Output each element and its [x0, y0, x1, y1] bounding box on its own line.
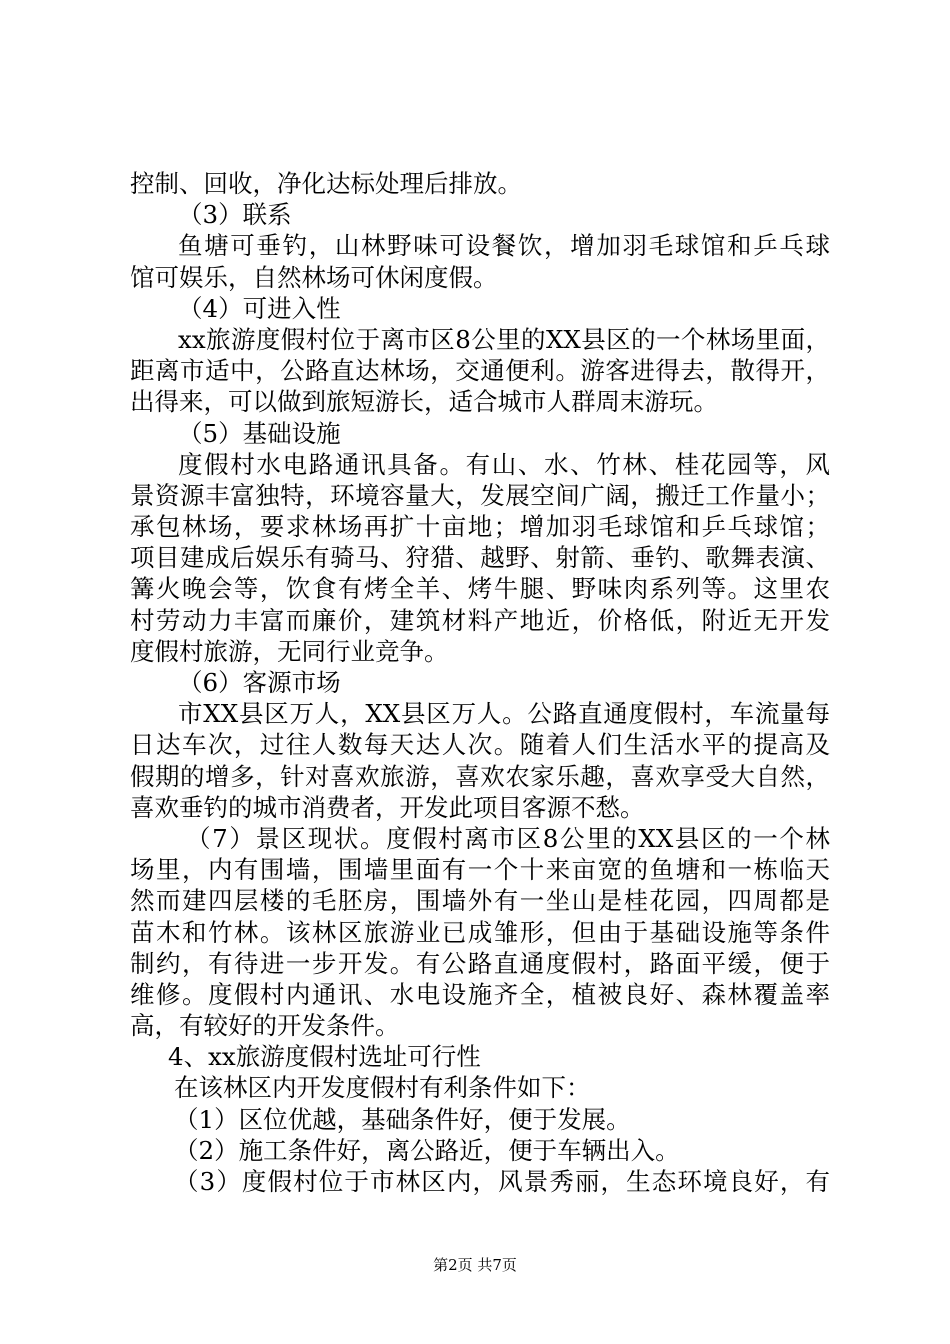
text-line: 市XX县区万人，XX县区万人。公路直通度假村，车流量每 — [178, 699, 830, 729]
text-line: 篝火晚会等，饮食有烤全羊、烤牛腿、野味肉系列等。这里农 — [130, 574, 830, 604]
text-line: 度假村水电路通讯具备。有山、水、竹林、桂花园等，风 — [178, 449, 830, 479]
text-line: 场里，内有围墙，围墙里面有一个十来亩宽的鱼塘和一栋临天 — [130, 855, 830, 885]
text-line: 假期的增多，针对喜欢旅游，喜欢农家乐趣，喜欢享受大自然， — [130, 761, 830, 791]
section-heading: （6）客源市场 — [178, 668, 341, 697]
section-heading: （5）基础设施 — [178, 418, 341, 448]
text-line: 景资源丰富独特，环境容量大，发展空间广阔，搬迁工作量小； — [130, 480, 830, 510]
text-line: 村劳动力丰富而廉价，建筑材料产地近，价格低，附近无开发 — [130, 605, 830, 635]
text-line: 项目建成后娱乐有骑马、狩猎、越野、射箭、垂钓、歌舞表演、 — [130, 543, 830, 573]
page-number: 第2页 共7页 — [433, 1256, 517, 1274]
text-line: 承包林场，要求林场再扩十亩地；增加羽毛球馆和乒乓球馆； — [130, 512, 830, 542]
text-line: 出得来，可以做到旅短游长，适合城市人群周末游玩。 — [130, 387, 718, 417]
list-item: （1）区位优越，基础条件好，便于发展。 — [174, 1104, 631, 1134]
text-line: xx旅游度假村位于离市区8公里的XX县区的一个林场里面， — [178, 324, 830, 354]
section-heading: （3）联系 — [178, 200, 292, 230]
text-line: 然而建四层楼的毛胚房，围墙外有一坐山是桂花园，四周都是 — [130, 886, 830, 916]
text-line: 日达车次，过往人数每天达人次。随着人们生活水平的提高及 — [130, 730, 830, 760]
list-item: （3）度假村位于市林区内，风景秀丽，生态环境良好，有 — [174, 1167, 830, 1196]
list-item: （2）施工条件好，离公路近，便于车辆出入。 — [174, 1135, 680, 1165]
text-line: 维修。度假村内通讯、水电设施齐全，植被良好、森林覆盖率 — [130, 979, 830, 1009]
text-line: 制约，有待进一步开发。有公路直通度假村，路面平缓，便于 — [130, 948, 830, 978]
text-line: 控制、回收，净化达标处理后排放。 — [130, 169, 522, 198]
document-body — [130, 168, 830, 1197]
text-line: （7）景区现状。度假村离市区8公里的XX县区的一个林 — [186, 823, 830, 853]
text-line: 距离市适中，公路直达林场，交通便利。游客进得去，散得开， — [130, 356, 830, 386]
text-line: 苗木和竹林。该林区旅游业已成雏形，但由于基础设施等条件 — [130, 917, 830, 947]
text-line: 鱼塘可垂钓，山林野味可设餐饮，增加羽毛球馆和乒乓球 — [178, 231, 830, 261]
section-heading: （4）可进入性 — [178, 293, 341, 323]
section-heading: 4、xx旅游度假村选址可行性 — [168, 1042, 481, 1072]
text-line: 高，有较好的开发条件。 — [130, 1011, 400, 1041]
text-line: 喜欢垂钓的城市消费者，开发此项目客源不愁。 — [130, 792, 645, 822]
text-line: 在该林区内开发度假村有利条件如下： — [174, 1073, 591, 1103]
text-line: 馆可娱乐，自然林场可休闲度假。 — [130, 262, 498, 292]
text-line: 度假村旅游，无同行业竞争。 — [130, 636, 449, 666]
